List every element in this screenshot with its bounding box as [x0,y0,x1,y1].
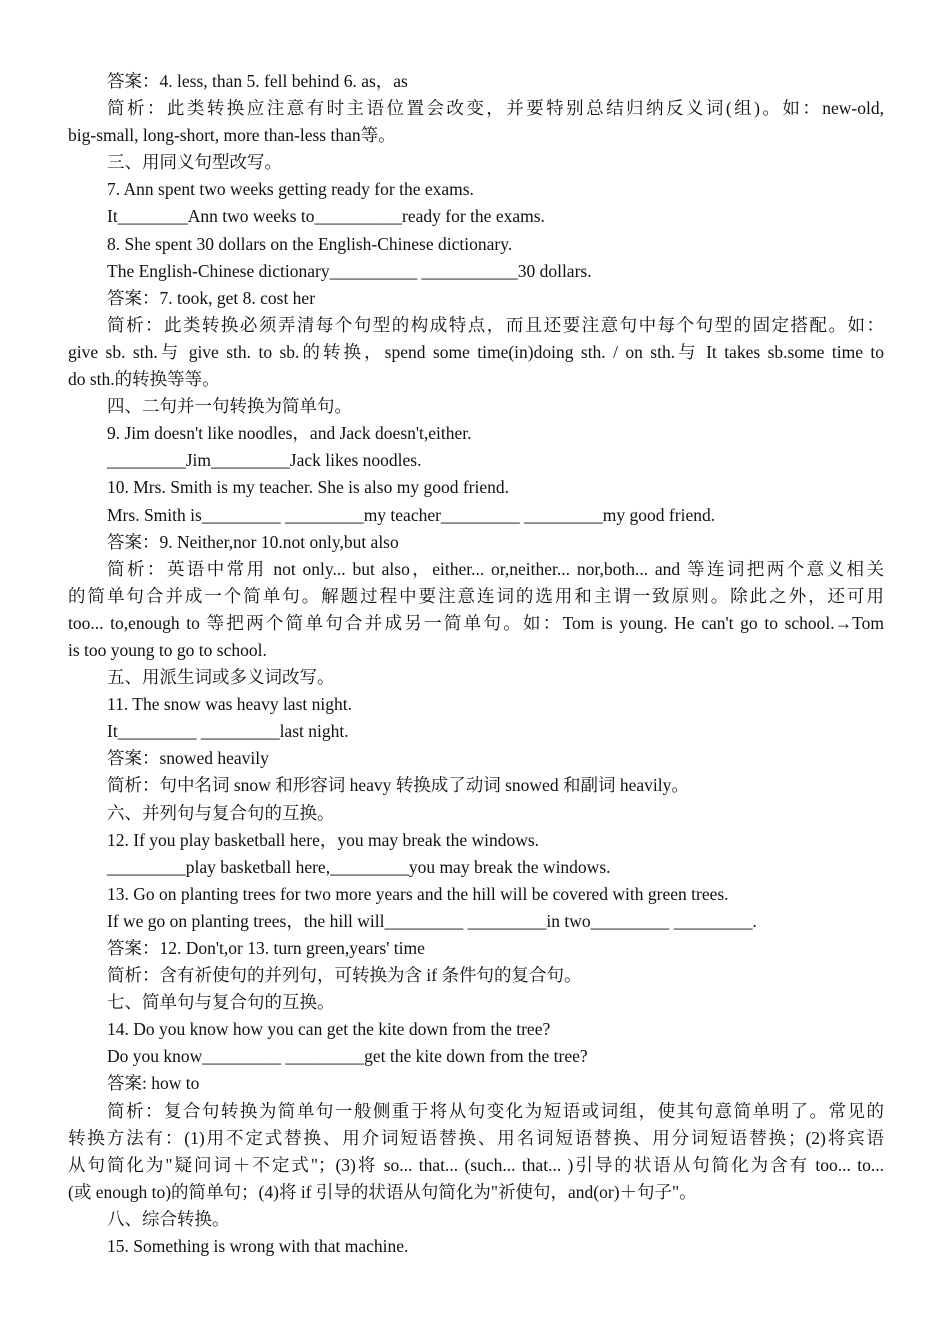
text-line: If we go on planting trees，the hill will_________ _________in two_________ _________. [107,910,757,931]
text-line: do sth.的转换等等。 [68,369,220,390]
text-line: 的简单句合并成一个简单句。解题过程中要注意连词的选用和主谓一致原则。除此之外，还可用 [68,585,884,606]
text-line: 答案: how to [107,1073,200,1094]
text-line: 7. Ann spent two weeks getting ready for the exams. [107,179,474,200]
text-line: 答案：9. Neither,nor 10.not only,but also [107,531,399,552]
text-line: 答案：7. took, get 8. cost her [107,287,316,308]
text-line: 14. Do you know how you can get the kite down from the tree? [107,1019,551,1040]
text-line: 10. Mrs. Smith is my teacher. She is also my good friend. [107,477,509,498]
text-line: 三、用同义句型改写。 [107,152,282,173]
text-line: 答案：12. Don't,or 13. turn green,years' time [107,938,425,958]
text-line: 简析：复合句转换为简单句一般侧重于将从句变化为短语或词组，使其句意简单明了。常见的 [107,1100,884,1121]
text-line: too... to,enough to 等把两个简单句合并成另一简单句。如：Tom is young. He can't go to school.→Tom [68,612,884,633]
text-line: 简析：句中名词 snow 和形容词 heavy 转换成了动词 snowed 和副词 heavily。 [107,775,689,796]
text-line: _________play basketball here,_________you may break the windows. [107,856,611,877]
text-line: 12. If you play basketball here，you may break the windows. [107,829,540,850]
text-line: 13. Go on planting trees for two more years and the hill will be covered with green trees. [107,883,729,904]
text-line: It________Ann two weeks to__________ready for the exams. [107,206,545,227]
text-line: 从句简化为"疑问词＋不定式"；(3)将 so... that... (such... that... )引导的状语从句简化为含有 too... to... [68,1154,884,1175]
text-line: Mrs. Smith is_________ _________my teacher_________ _________my good friend. [107,504,716,525]
text-line: Do you know_________ _________get the kite down from the tree? [107,1046,588,1067]
text-line: 七、简单句与复合句的互换。 [107,992,335,1013]
text-line: 简析：此类转换必须弄清每个句型的构成特点，而且还要注意句中每个句型的固定搭配。如： [107,314,884,335]
text-line: _________Jim_________Jack likes noodles. [107,450,422,471]
text-line: is too young to go to school. [68,639,267,660]
text-line: 转换方法有：(1)用不定式替换、用介词短语替换、用名词短语替换、用分词短语替换；(2)将宾语 [68,1127,884,1148]
text-line: 11. The snow was heavy last night. [107,694,352,715]
text-line: 15. Something is wrong with that machine. [107,1236,409,1257]
text-line: 简析：英语中常用 not only... but also，either... or,neither... nor,both... and 等连词把两个意义相关 [107,558,884,579]
text-line: (或 enough to)的简单句；(4)将 if 引导的状语从句简化为"祈使句，and(or)＋句子"。 [68,1181,697,1202]
text-line: The English-Chinese dictionary__________ ___________30 dollars. [107,260,592,281]
text-line: big-small, long-short, more than-less than等。 [68,125,396,146]
text-line: 五、用派生词或多义词改写。 [107,667,335,688]
text-line: 答案：snowed heavily [107,748,269,769]
text-line: 答案：4. less, than 5. fell behind 6. as，as [107,71,408,91]
text-line: 六、并列句与复合句的互换。 [107,802,335,823]
text-line: 八、综合转换。 [107,1208,230,1229]
text-line: 简析：含有祈使句的并列句，可转换为含 if 条件句的复合句。 [107,965,582,986]
text-line: It_________ _________last night. [107,721,349,742]
text-line: 9. Jim doesn't like noodles，and Jack doesn't,either. [107,423,472,444]
text-line: 8. She spent 30 dollars on the English-Chinese dictionary. [107,233,513,254]
text-line: give sb. sth.与 give sth. to sb.的转换，spend some time(in)doing sth. / on sth.与 It takes sb.some time to [68,341,884,362]
text-line: 四、二句并一句转换为简单句。 [107,396,352,417]
text-line: 简析：此类转换应注意有时主语位置会改变，并要特别总结归纳反义词(组)。如：new-old, [107,98,884,119]
